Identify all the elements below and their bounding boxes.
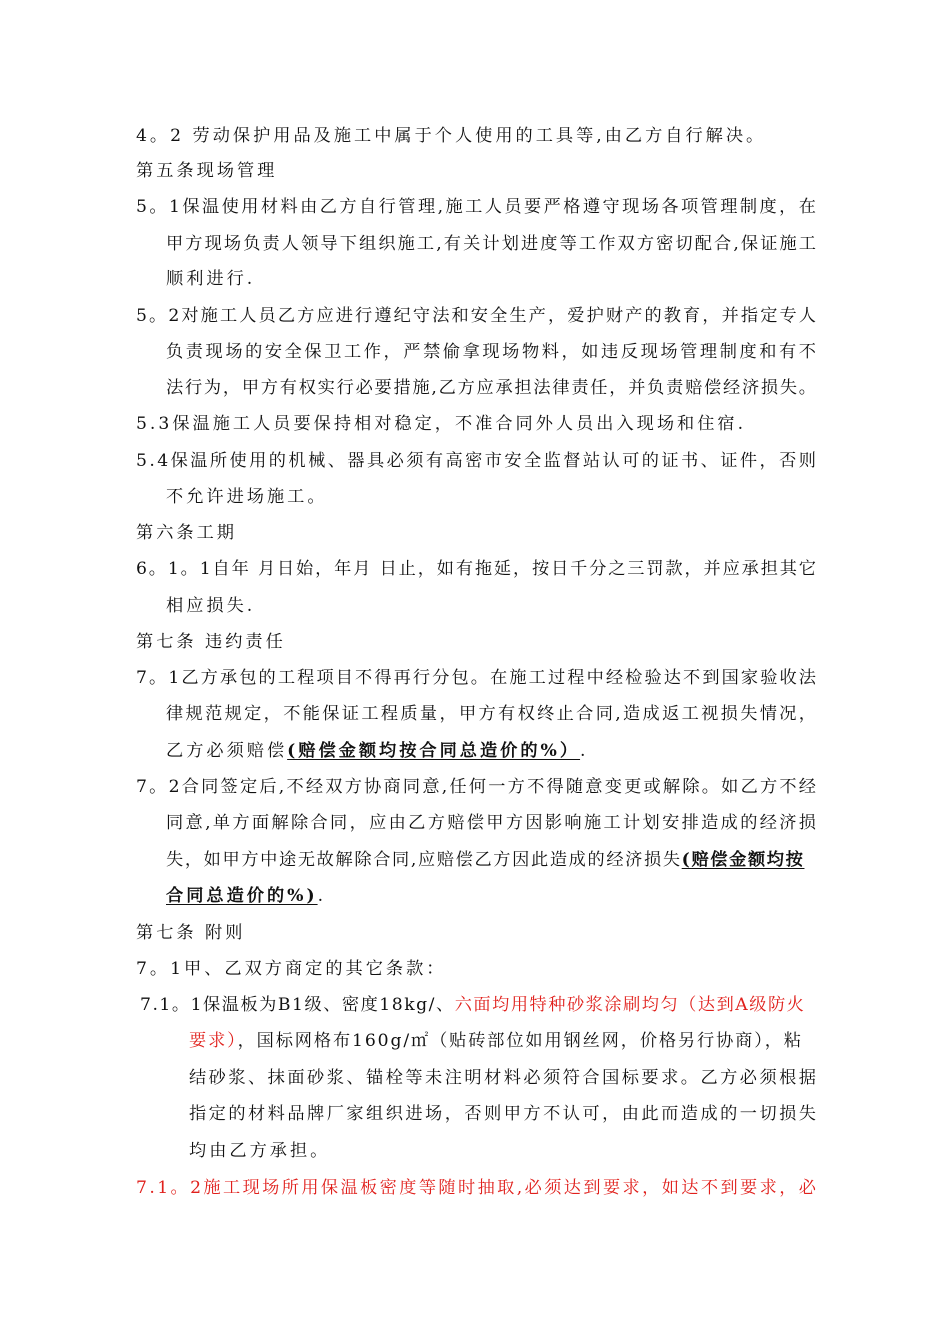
text-run: ，国标网格布160g/㎡（贴砖部位如用钢丝网，价格另行协商），粘 [237, 1031, 803, 1051]
clause-7-2-line3 [166, 849, 804, 871]
text-run: . [580, 741, 589, 761]
clause-7-1-1-line3: 结砂浆、抹面砂浆、锚栓等未注明材料必须符合国标要求。乙方必须根据 [189, 1068, 819, 1088]
red-requirement: 要求） [189, 1031, 238, 1051]
clause-5-4-line1: 5.4保温所使用的机械、器具必须有高密市安全监督站认可的证书、证件，否则 [136, 451, 819, 471]
clause-5-1-line2: 甲方现场负责人领导下组织施工,有关计划进度等工作双方密切配合,保证施工 [166, 234, 819, 254]
clause-5-1-line1: 5。1保温使用材料由乙方自行管理,施工人员要严格遵守现场各项管理制度，在 [136, 197, 819, 217]
clause-7-1-1-line1 [140, 994, 805, 1016]
clause-7-1-line2: 律规范规定，不能保证工程质量，甲方有权终止合同,造成返工视损失情况， [166, 704, 819, 724]
section-heading-6: 第六条工期 [136, 523, 237, 543]
compensation-note: 合同总造价的%) [166, 886, 318, 906]
text-run: 7.1。1保温板为B1级、密度18kg/、 [140, 995, 455, 1015]
compensation-note: (赔偿金额均按合同总造价的%） [287, 741, 581, 761]
compensation-note: (赔偿金额均按 [681, 850, 805, 870]
clause-7-2-line1: 7。2合同签定后,不经双方协商同意,任何一方不得随意变更或解除。如乙方不经 [136, 777, 819, 797]
clause-5-2-line1: 5。2对施工人员乙方应进行遵纪守法和安全生产，爱护财产的教育，并指定专人 [136, 306, 819, 326]
section-heading-7-liability: 第七条 违约责任 [136, 632, 286, 652]
clause-6-1-1-line1: 6。1。1自年 月日始，年月 日止，如有拖延，按日千分之三罚款，并应承担其它 [136, 559, 818, 579]
clause-5-4-line2: 不允许进场施工。 [166, 487, 328, 507]
clause-4-2: 4。2 劳动保护用品及施工中属于个人使用的工具等,由乙方自行解决。 [136, 126, 767, 146]
red-requirement: 六面均用特种砂浆涂刷均匀（达到A级防火 [454, 995, 806, 1015]
clause-7-1-1-line2 [189, 1030, 803, 1052]
clause-7-2-line2: 同意,单方面解除合同，应由乙方赔偿甲方因影响施工计划安排造成的经济损 [166, 813, 819, 833]
clause-5-2-line3: 法行为，甲方有权实行必要措施,乙方应承担法律责任，并负责赔偿经济损失。 [166, 378, 818, 398]
clause-7-1-1-line4: 指定的材料品牌厂家组织进场，否则甲方不认可，由此而造成的一切损失 [189, 1104, 819, 1124]
clause-7-1-line1: 7。1乙方承包的工程项目不得再行分包。在施工过程中经检验达不到国家验收法 [136, 668, 819, 688]
clause-6-1-1-line2: 相应损失. [166, 596, 256, 616]
clause-5-3: 5.3保温施工人员要保持相对稳定，不准合同外人员出入现场和住宿. [136, 414, 747, 434]
clause-5-1-line3: 顺利进行. [166, 269, 256, 289]
clause-7-2-line4 [166, 885, 326, 907]
section-heading-7-supplementary: 第七条 附则 [136, 923, 246, 943]
clause-7-1-1-line5: 均由乙方承担。 [189, 1141, 331, 1161]
text-run: 乙方必须赔偿 [166, 741, 288, 761]
text-run: 失，如甲方中途无故解除合同,应赔偿乙方因此造成的经济损失 [166, 850, 682, 870]
section-heading-5: 第五条现场管理 [136, 161, 278, 181]
clause-7-1-line3 [166, 740, 589, 762]
text-run: . [317, 886, 327, 906]
clause-5-2-line2: 负责现场的安全保卫工作，严禁偷拿现场物料，如违反现场管理制度和有不 [166, 342, 819, 362]
clause-7-1-2-line1: 7.1。2施工现场所用保温板密度等随时抽取,必须达到要求，如达不到要求，必 [136, 1178, 819, 1198]
clause-7-1-other-terms: 7。1甲、乙双方商定的其它条款： [136, 959, 447, 979]
